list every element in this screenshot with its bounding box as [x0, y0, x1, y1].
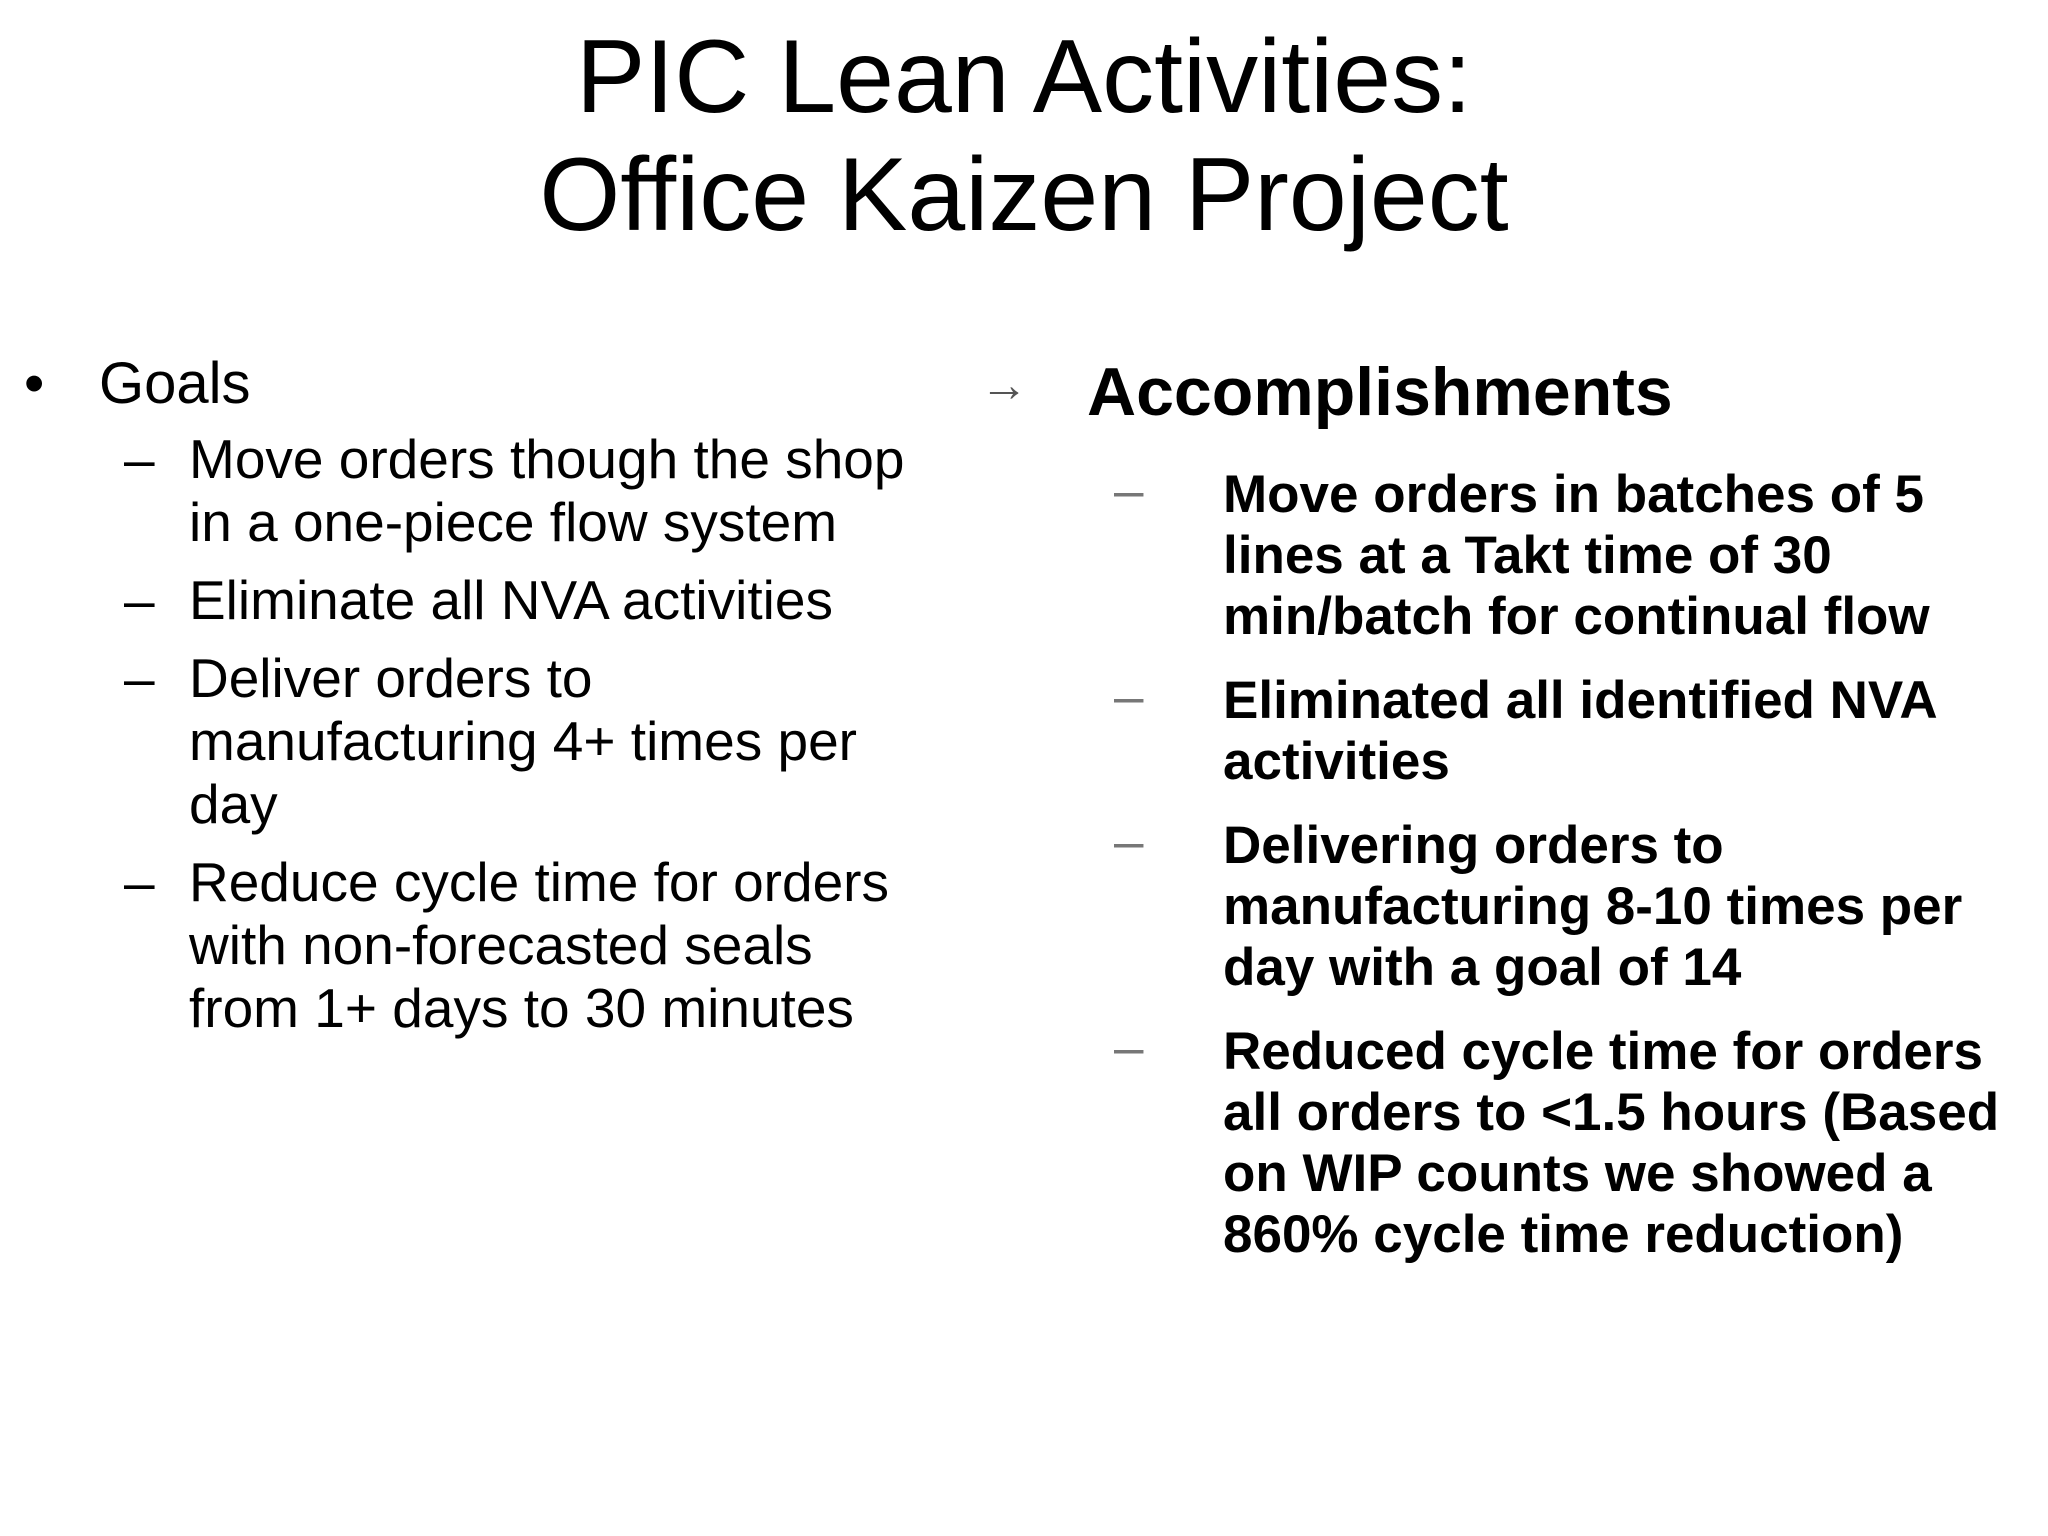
accomplishments-list [980, 461, 2040, 1265]
goals-list [24, 428, 944, 1040]
dash-icon: – [1114, 461, 1144, 520]
dash-icon: – [124, 428, 155, 490]
bullet-icon: • [24, 351, 45, 416]
goal-item [24, 647, 914, 836]
goal-text: Deliver orders to manufacturing 4+ times per day [189, 647, 857, 835]
goal-item [24, 851, 914, 1040]
dash-icon: – [1114, 1018, 1144, 1077]
goals-label: Goals [99, 351, 251, 416]
accomplishment-text: Delivering orders to manufacturing 8-10 times per day with a goal of 14 [1223, 816, 1963, 997]
title-line-1: PIC Lean Activities: [576, 19, 1472, 135]
accomplishment-text: Eliminated all identified NVA activities [1223, 671, 1936, 791]
goals-column [24, 352, 944, 1055]
slide-title [0, 18, 2048, 254]
title-line-2: Office Kaizen Project [539, 137, 1509, 253]
accomplishment-text: Move orders in batches of 5 lines at a Takt time of 30 min/batch for continual flow [1223, 465, 1930, 646]
goal-text: Move orders though the shop in a one-piece flow system [189, 428, 905, 553]
arrow-right-icon: → [980, 359, 1028, 412]
goal-text: Eliminate all NVA activities [189, 569, 833, 631]
dash-icon: – [124, 569, 155, 631]
goal-item [24, 428, 914, 554]
goals-bullet-item [24, 352, 944, 416]
accomplishments-header [980, 352, 2040, 432]
dash-icon: – [1114, 667, 1144, 726]
accomplishment-item [980, 461, 2040, 647]
accomplishment-text: Reduced cycle time for orders all orders to <1.5 hours (Based on WIP counts we showed a 860% cycle time reduction) [1223, 1022, 2000, 1264]
accomplishments-column [980, 352, 2040, 1288]
goal-item [24, 569, 914, 632]
dash-icon: – [1114, 812, 1144, 871]
goal-text: Reduce cycle time for orders with non-forecasted seals from 1+ days to 30 minutes [189, 851, 889, 1039]
dash-icon: – [124, 647, 155, 709]
accomplishments-heading: Accomplishments [1087, 354, 1673, 430]
accomplishment-item [980, 667, 2040, 792]
accomplishment-item [980, 812, 2040, 998]
dash-icon: – [124, 851, 155, 913]
accomplishment-item [980, 1018, 2040, 1265]
